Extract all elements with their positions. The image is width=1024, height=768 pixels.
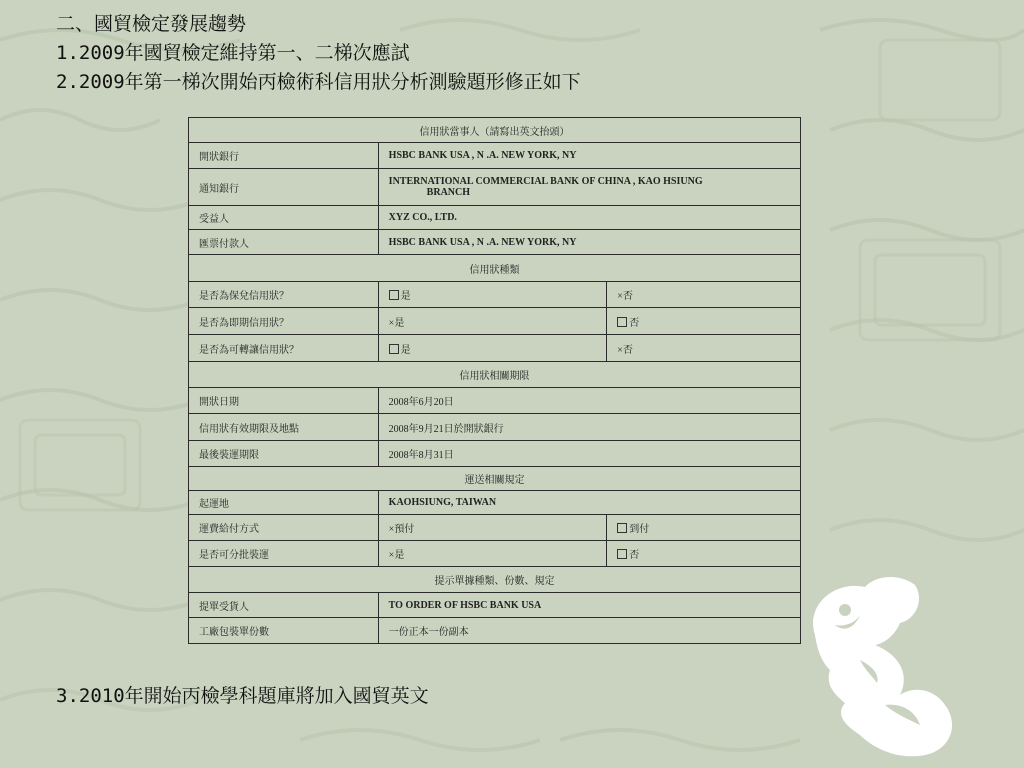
row-label: 運費給付方式 [189,515,379,541]
row-value: 2008年8月31日 [378,441,800,467]
checkbox-icon [617,523,627,533]
row-value-line: BRANCH [426,187,471,198]
check-mark: × [617,291,623,302]
check-mark: × [617,344,623,356]
option-label: 否 [629,317,640,329]
row-value: HSBC BANK USA , N .A. NEW YORK, NY [378,143,800,169]
checkbox-icon [389,290,399,300]
table-row [189,308,801,335]
option-cell [378,515,607,541]
section-header: 信用狀種類 [189,255,801,282]
row-value: 一份正本一份副本 [378,618,800,644]
section-header: 提示單據種類、份數、規定 [189,567,801,593]
table-row [189,388,801,414]
option-cell [607,515,801,541]
row-value: 2008年6月20日 [378,388,800,414]
dragon-ornament-icon [805,565,980,765]
table-row [189,169,801,206]
bullet-1: 1.2009年國貿檢定維持第一、二梯次應試 [56,42,410,64]
row-value-line: INTERNATIONAL COMMERCIAL BANK OF CHINA , KAO HSIUNG [388,176,703,187]
row-label: 是否為保兌信用狀？ [189,282,379,308]
checkbox-icon [389,344,399,354]
row-label: 工廠包裝單份數 [189,618,379,644]
row-label: 匯票付款人 [189,230,379,255]
option-cell [378,541,607,567]
table-row [189,515,801,541]
row-label: 開狀日期 [189,388,379,414]
check-mark: × [388,524,395,535]
section-header: 運送相關規定 [189,467,801,491]
row-value: KAOHSIUNG, TAIWAN [378,491,800,515]
option-cell [378,335,607,362]
row-label: 起運地 [189,491,379,515]
section-header-row [189,118,801,143]
section-header-row [189,467,801,491]
row-label: 開狀銀行 [189,143,379,169]
option-cell [607,541,801,567]
option-cell [607,335,801,362]
option-label: 是 [394,550,405,561]
table-row [189,335,801,362]
table-row [189,143,801,169]
table-row [189,230,801,255]
option-label: 是 [394,317,405,329]
section-header-row [189,255,801,282]
option-cell [378,308,607,335]
option-cell [607,308,801,335]
section-header: 信用狀當事人（請寫出英文抬頭） [189,118,801,143]
row-label: 最後裝運期限 [189,441,379,467]
row-label: 通知銀行 [189,169,379,206]
row-label: 是否為即期信用狀？ [189,308,379,335]
row-label: 受益人 [189,206,379,230]
option-label: 否 [622,344,633,356]
checkbox-icon [617,317,627,327]
table-row [189,441,801,467]
table-row [189,414,801,441]
option-cell [378,282,607,308]
option-label: 預付 [394,524,415,535]
section-header-row [189,362,801,388]
table-row [189,282,801,308]
check-mark: × [388,550,395,561]
table-row [189,541,801,567]
table-row [189,593,801,618]
row-value: TO ORDER OF HSBC BANK USA [378,593,800,618]
section-header: 信用狀相關期限 [189,362,801,388]
option-label: 到付 [629,524,650,535]
bullet-3: 3.2010年開始丙檢學科題庫將加入國貿英文 [56,685,429,707]
row-value: HSBC BANK USA , N .A. NEW YORK, NY [378,230,800,255]
option-label: 是 [400,344,411,356]
heading-block [56,10,581,97]
row-label: 是否為可轉讓信用狀？ [189,335,379,362]
table-row [189,491,801,515]
row-value: 2008年9月21日於開狀銀行 [378,414,800,441]
bullet-2: 2.2009年第一梯次開始丙檢術科信用狀分析測驗題形修正如下 [56,71,581,93]
section-header-row [189,567,801,593]
option-label: 否 [629,550,640,561]
check-mark: × [388,317,395,329]
row-label: 提單受貨人 [189,593,379,618]
row-value [378,169,800,206]
row-value: XYZ CO., LTD. [378,206,800,230]
table-row [189,618,801,644]
checkbox-icon [617,549,627,559]
table-row [189,206,801,230]
lc-analysis-table [188,117,801,644]
option-label: 是 [400,291,411,302]
option-label: 否 [622,291,633,302]
row-label: 是否可分批裝運 [189,541,379,567]
slide-title: 二、國貿檢定發展趨勢 [56,13,247,35]
option-cell [607,282,801,308]
row-label: 信用狀有效期限及地點 [189,414,379,441]
